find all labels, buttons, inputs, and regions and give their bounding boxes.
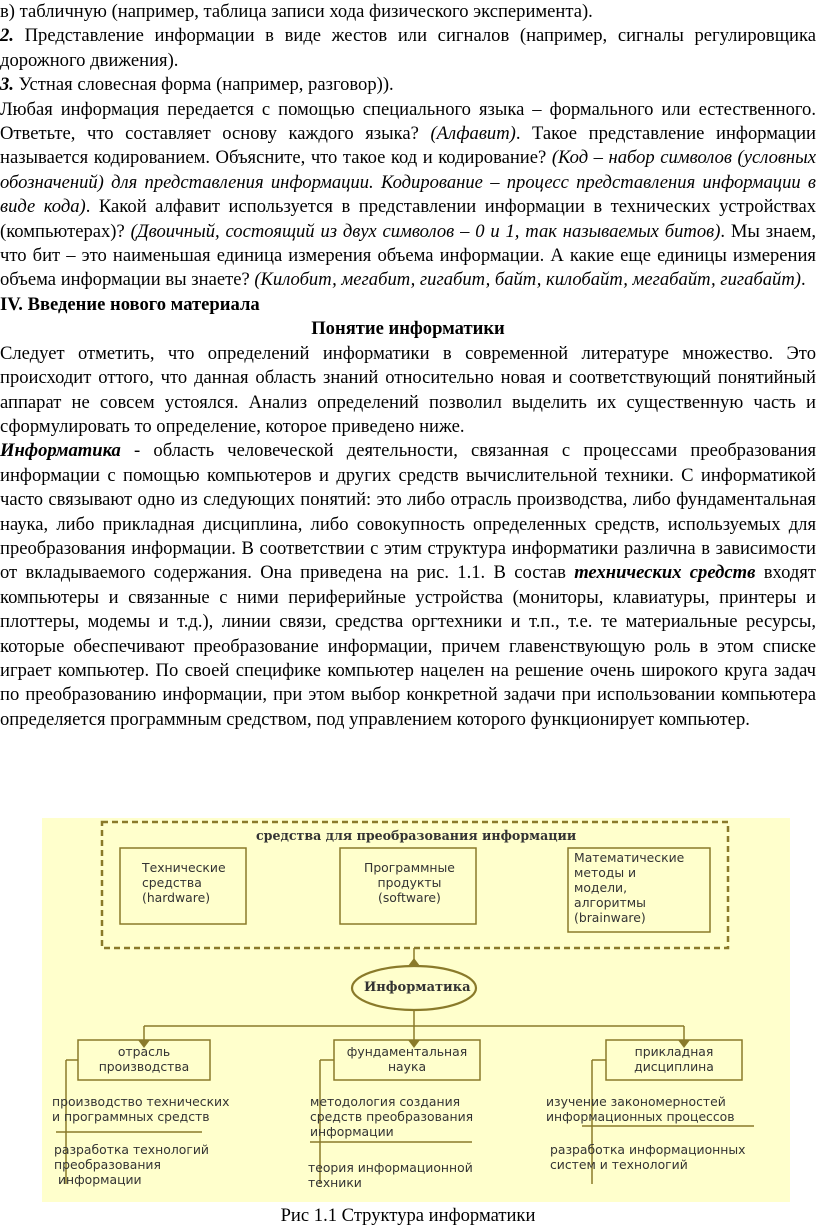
paragraph-language: Любая информация передается с помощью специального языка – формального или естественного. Ответьте, что составляет основу каждого языка? (Алфавит). Такое представление информации называется кодированием. Объясните, что такое код и кодирование? (Код – набор символов (условных обозначений) для представления информации. Кодирование – процесс представления информации в виде кода). Какой алфавит используется в представлении информации в технических устройствах (компьютерах)? (Двоичный, состоящий из двух символов – 0 и 1, так называемых битов). Мы знаем, что бит – это наименьшая единица измерения объема информации. А какие еще единицы измерения объема информации вы знаете? (Килобит, мегабит, гигабит, байт, килобайт, мегабайт, гигабайт). (0, 98, 816, 291)
branch-discipline: прикладная дисциплина (634, 1044, 714, 1074)
figure-caption: Рис 1.1 Структура информатики (280, 1205, 536, 1226)
box-brainware: Математические методы и модели, алгоритмы (brainware) (574, 850, 685, 925)
paragraph-definitions: Следует отметить, что определений информатики в современной литературе множество. Это происходит оттого, что данная область знаний относительно новая и соответствующий понятийный аппарат не совсем устоялся. Анализ определений позволил выделить их существенную часть и сформулировать то определение, которое приведено ниже. (0, 342, 816, 437)
science-item-methodology: методология создания средств преобразования информации (310, 1094, 474, 1139)
industry-item-technologies: разработка технологий преобразования информации (54, 1142, 209, 1187)
discipline-item-development: разработка информационных систем и технологий (550, 1142, 746, 1172)
list-item-gestures: 2. Представление информации в виде жестов или сигналов (например, сигналы регулировщика дорожного движения). (0, 25, 816, 71)
discipline-item-study: изучение закономерностей информационных процессов (546, 1094, 735, 1124)
industry-item-production: производство технических и программных средств (52, 1094, 230, 1124)
list-item-oral: 3. Устная словесная форма (например, разговор)). (0, 74, 394, 96)
box-hardware: Технические средства (hardware) (142, 860, 226, 905)
paragraph-informatics: Информатика - область человеческой деятельности, связанная с процессами преобразования информации с помощью компьютеров и других средств вычислительной техники. С информатикой часто связывают одно из следующих понятий: это либо отрасль производства, либо фундаментальная наука, либо прикладная дисциплина, либо совокупность определенных средств, используемых для преобразования информации. В соответствии с этим структура информатики различна в зависимости от вкладываемого содержания. Она приведена на рис. 1.1. В состав технических средств входят компьютеры и связанные с ними периферийные устройства (мониторы, клавиатуры, принтеры и плоттеры, модемы и т.д.), линии связи, средства оргтехники и т.п., т.е. те материальные ресурсы, которые обеспечивают преобразование информации, причем главенствующую роль в этом списке играет компьютер. По своей специфике компьютер нацелен на решение очень широкого круга задач по преобразованию информации, при этом выбор конкретной задачи при использовании компьютера определяется программным средством, под управлением которого функционирует компьютер. (0, 440, 816, 730)
center-label: Информатика (364, 980, 471, 995)
group-title: средства для преобразования информации (256, 828, 577, 843)
science-item-theory: теория информационной техники (308, 1160, 473, 1190)
structure-diagram (42, 818, 790, 1202)
box-software: Программные продукты (software) (364, 860, 455, 905)
list-item-table: в) табличную (например, таблица записи хода физического эксперимента). (0, 1, 593, 22)
section-heading: IV. Введение нового материала (0, 293, 260, 315)
branch-science: фундаментальная наука (346, 1044, 468, 1074)
branch-industry: отрасль производства (98, 1044, 190, 1074)
subsection-title: Понятие информатики (311, 318, 505, 340)
